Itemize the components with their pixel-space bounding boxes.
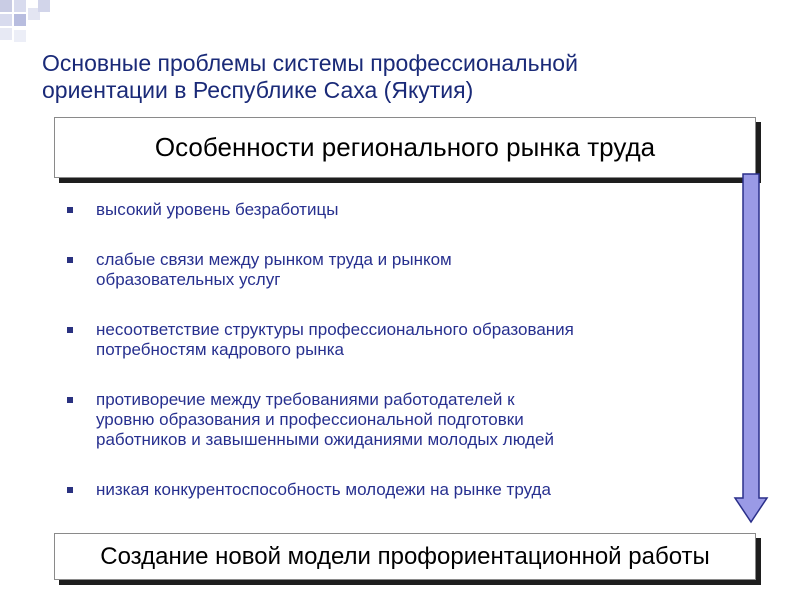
list-item-line: образовательных услуг: [96, 270, 281, 289]
list-item-line: низкая конкурентоспособность молодежи на рынке труда: [96, 480, 551, 499]
list-item-line: работников и завышенными ожиданиями молодых людей: [96, 430, 554, 449]
list-item-line: слабые связи между рынком труда и рынком: [96, 250, 452, 269]
decor-square: [38, 0, 50, 12]
square-bullet-icon: [67, 327, 73, 333]
square-bullet-icon: [67, 397, 73, 403]
problems-list: [66, 196, 716, 500]
list-item-line: противоречие между требованиями работодателей к: [96, 390, 515, 409]
decor-square: [14, 30, 26, 42]
list-item: [66, 390, 716, 450]
down-arrow-icon: [733, 172, 769, 524]
list-item-line: несоответствие структуры профессионального образования: [96, 320, 574, 339]
decor-square: [14, 0, 26, 12]
bottom-box-label: Создание новой модели профориентационной работы: [100, 542, 710, 570]
slide-title-line: ориентации в Республике Саха (Якутия): [42, 77, 474, 103]
square-bullet-icon: [67, 257, 73, 263]
decor-square: [0, 28, 12, 40]
top-box-label: Особенности регионального рынка труда: [154, 132, 656, 162]
regional-labor-market-box: [54, 117, 756, 178]
square-bullet-icon: [67, 207, 73, 213]
slide-title-line: Основные проблемы системы профессиональной: [42, 50, 578, 76]
square-bullet-icon: [67, 487, 73, 493]
list-item-line: потребностям кадрового рынка: [96, 340, 344, 359]
list-item-line: высокий уровень безработицы: [96, 200, 339, 219]
new-model-box: [54, 533, 756, 580]
list-item: [66, 200, 716, 220]
decorative-squares: [0, 0, 800, 50]
decor-square: [14, 14, 26, 26]
slide-title: [42, 50, 742, 104]
list-item: [66, 480, 716, 500]
decor-square: [0, 0, 12, 12]
decor-square: [0, 14, 12, 26]
list-item: [66, 320, 716, 360]
list-item: [66, 250, 716, 290]
list-item-line: уровню образования и профессиональной подготовки: [96, 410, 524, 429]
